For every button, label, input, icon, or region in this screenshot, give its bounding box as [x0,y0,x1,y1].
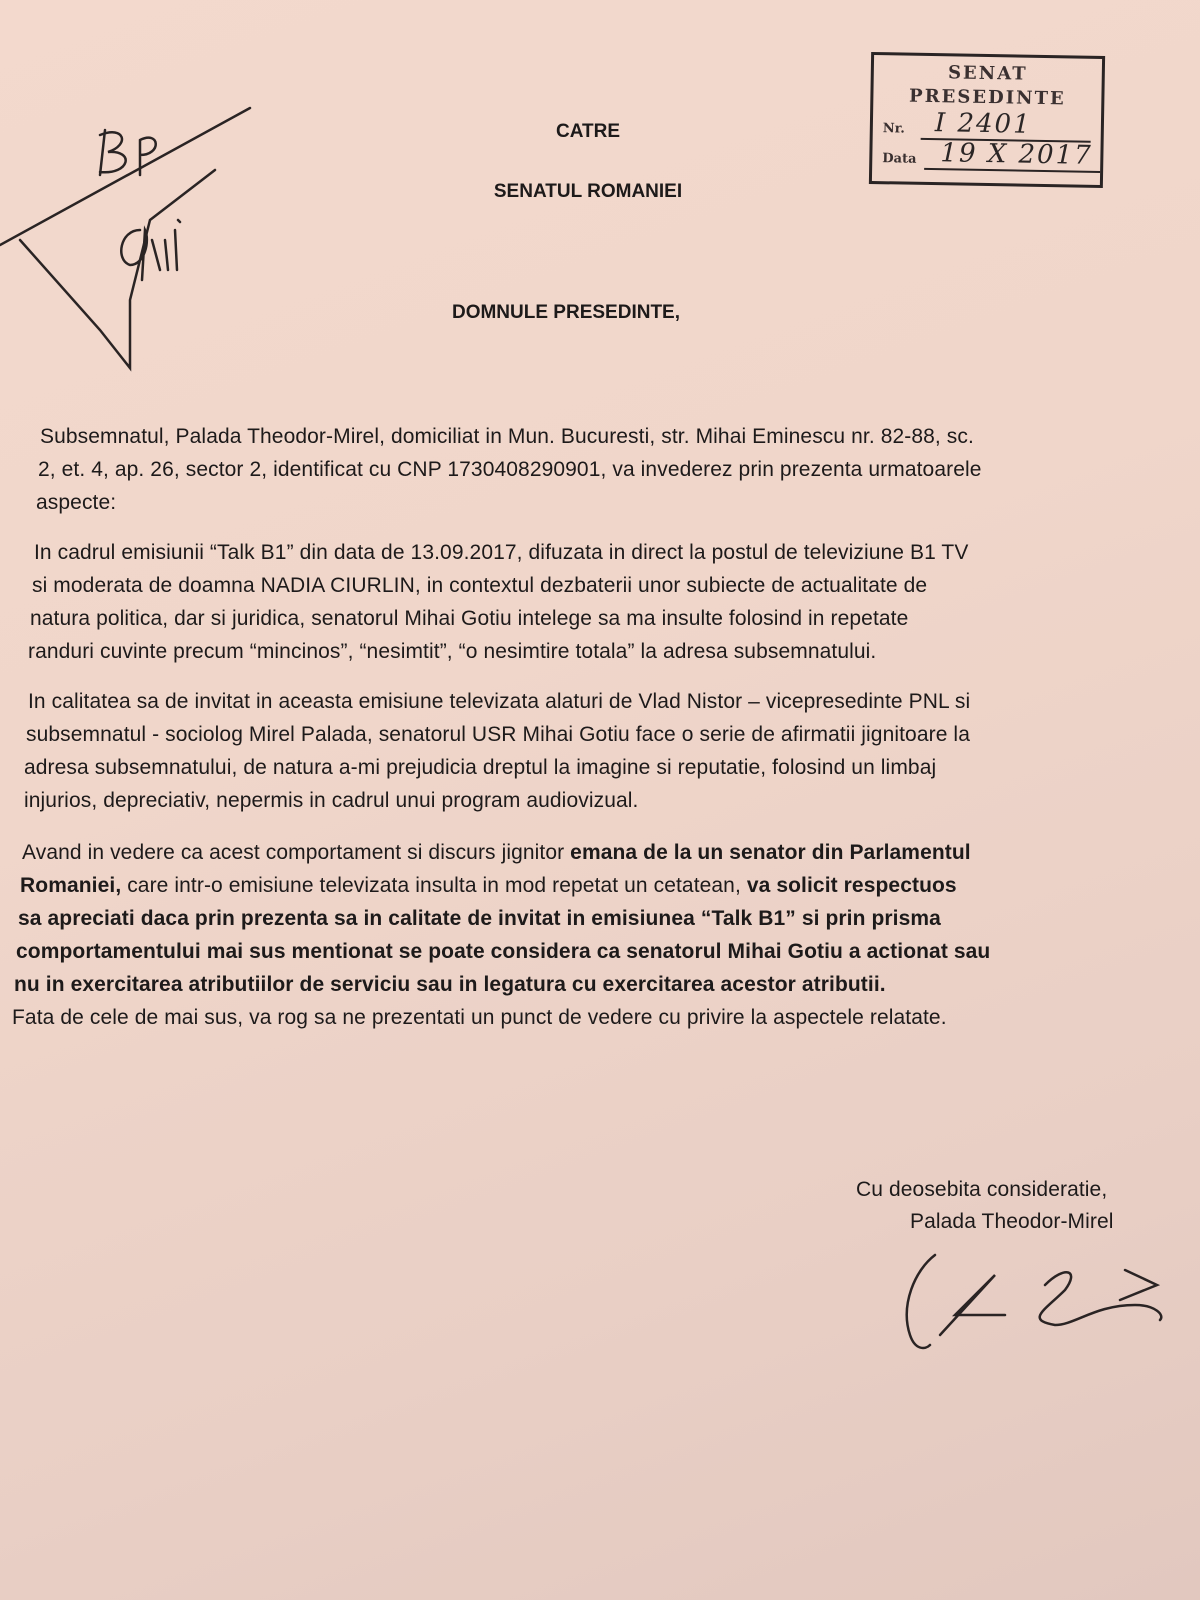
bold-text-run: Romaniei, [20,874,122,897]
paragraph-4-line [20,874,957,898]
paragraph-4-line: comportamentului mai sus mentionat se poate considera ca senatorul Mihai Gotiu a actionat sau [16,940,991,963]
paragraph-4-line: nu in exercitarea atributiilor de serviciu sau in legatura cu exercitarea acestor atributii. [14,973,886,996]
recipient: SENATUL ROMANIEI [493,181,683,202]
stamp-title: SENAT [947,62,1028,85]
paragraph-1-line: Subsemnatul, Palada Theodor-Mirel, domiciliat in Mun. Bucuresti, str. Mihai Eminescu nr. 82-88, sc. [40,425,974,448]
paragraph-2-line: si moderata de doamna NADIA CIURLIN, in contextul dezbaterii unor subiecte de actualitate de [32,574,928,597]
salutation: DOMNULE PRESEDINTE, [451,302,681,323]
closing-regards: Cu deosebita consideratie, [856,1178,1108,1201]
bold-text-run: emana de la un senator din Parlamentul [570,841,971,864]
registration-stamp [869,52,1105,188]
stamp-date-value: 19 X 2017 [940,138,1093,171]
signer-name: Palada Theodor-Mirel [910,1210,1114,1233]
to-label: CATRE [555,121,621,142]
paragraph-3-line: subsemnatul - sociolog Mirel Palada, senatorul USR Mihai Gotiu face o serie de afirmatii jignitoare la [26,723,970,746]
paragraph-1-line: 2, et. 4, ap. 26, sector 2, identificat cu CNP 1730408290901, va invederez prin prezenta urmatoarele [38,458,982,481]
text-run: Avand in vedere ca acest comportament si discurs jignitor [22,841,571,864]
handwritten-annotation [0,100,280,480]
paragraph-4-line: sa apreciati daca prin prezenta sa in calitate de invitat in emisiunea “Talk B1” si prin prisma [18,907,941,930]
bold-text-run: va solicit respectuos [746,874,957,897]
paragraph-3-line: adresa subsemnatului, de natura a-mi prejudicia dreptul la imagine si reputatie, folosind un limbaj [24,756,937,779]
paragraph-2-line: natura politica, dar si juridica, senatorul Mihai Gotiu intelege sa ma insulte folosind in repetate [30,607,909,630]
paragraph-1-line: aspecte: [36,491,117,514]
stamp-nr-value: I 2401 [934,108,1032,140]
handwritten-signature [895,1245,1175,1365]
text-run: care intr-o emisiune televizata insulta in mod repetat un cetatean, [121,874,747,897]
paragraph-4-line [22,841,971,865]
stamp-date-label: Data [882,151,917,167]
paragraph-3-line: injurios, depreciativ, nepermis in cadrul unui program audiovizual. [24,789,639,812]
paragraph-2-line: randuri cuvinte precum “mincinos”, “nesimtit”, “o nesimtire totala” la adresa subsemnatului. [28,640,877,663]
stamp-nr-label: Nr. [882,121,906,137]
paragraph-2-line: In cadrul emisiunii “Talk B1” din data de 13.09.2017, difuzata in direct la postul de televiziune B1 TV [34,541,969,564]
stamp-subtitle: PRESEDINTE [908,85,1066,110]
paragraph-3-line: In calitatea sa de invitat in aceasta emisiune televizata alaturi de Vlad Nistor – vicepresedinte PNL si [28,690,971,713]
paragraph-5-line: Fata de cele de mai sus, va rog sa ne prezentati un punct de vedere cu privire la aspectele relatate. [12,1006,947,1029]
